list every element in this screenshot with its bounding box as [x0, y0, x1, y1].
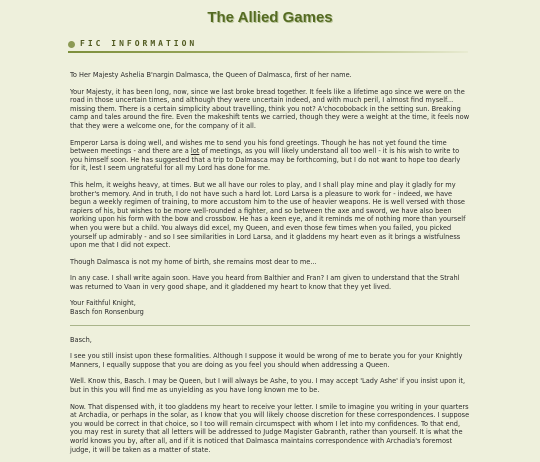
letter1-salutation: To Her Majesty Ashelia B'nargin Dalmasca, the Queen of Dalmasca, first of her name.: [70, 71, 352, 79]
letter1-paragraph-1: Your Majesty, it has been long, now, since we last broke bread together. It feels like a lifetime ago since we were on the road in those uncertain times, and although they were uncertain indeed, and with much peril, I almost find myself... missing them. There is a certain simplicity about travelling, think you not? A'chocoboback in the setting sun. Breaking camp and tales around the fire. Even the makeshift tents we carried, though they were a weight at the time, it feels now that they were a welcome one, for the company of it all.: [70, 87, 470, 130]
letter1-closing: Your Faithful Knight,: [70, 299, 136, 308]
letter-divider: [70, 325, 470, 326]
fic-content: [70, 71, 470, 462]
site-title: The Allied Games: [207, 9, 333, 26]
letter1-p2-underlined: lot: [190, 147, 200, 156]
letter1-paragraph-2: [70, 139, 470, 173]
letter2-paragraph-3: Now. That dispensed with, it too gladdens my heart to receive your letter. I smile to imagine you writing in your quarters at Archadia, or perhaps in the solar, as I know that you will likely choose discretion for these correspondences. I suppose you would be correct in that choice, so I too will remain circumspect with whom I let into my confidences. To that end, you may rest in surety that all letters will be addressed to Judge Magister Gabranth, rather than yourself. It is what the world knows you by, after all, and if it is noticed that Dalmasca maintains correspondence with Archadia's foremost judge, it will be taken as a matter of state.: [70, 402, 470, 454]
letter2-salutation: Basch,: [70, 335, 92, 344]
section-header: [68, 39, 468, 55]
letter1-p2-after: of meetings, as you will likely understand all too well - it is his wish to write to you himself soon. He has suggested that a trip to Dalmasca may be forthcoming, but I do not want to hope too dearly for it, lest I seem ungrateful for all my Lord has done for me.: [70, 147, 461, 173]
letter1-signature: Basch fon Ronsenburg: [70, 308, 144, 317]
letter2-paragraph-2: Well. Know this, Basch. I may be Queen, but I will always be Ashe, to you. I may accept 'Lady Ashe' if you insist upon it, but in this you will find me as unyielding as you have long known me to be.: [70, 377, 466, 395]
letter1-paragraph-3: This helm, it weighs heavy, at times. But we all have our roles to play, and I shall play mine and play it gladly for my brother's memory. And in truth, I do not have such a hard lot. Lord Larsa is a pleasure to work for - indeed, we have begun a weekly regimen of training, to more accustom him to the use of heavier weapons. He is well versed with those rapiers of his, but wishes to be more well-rounded a fighter, and so between the axe and sword, we have also been working upon his form with the bow and crossbow. He has a keen eye, and it reminds me of nothing more than yourself when you were but a child. You always did excel, my Queen, and even those few times when you failed, you picked yourself up admirably - and so I see similarities in Lord Larsa, and it gladdens my heart even as it brings a wistfulness upon me that I did not expect.: [70, 180, 466, 250]
bullet-icon: [68, 41, 75, 48]
letter1-paragraph-4: Though Dalmasca is not my home of birth, she remains most dear to me...: [70, 257, 317, 266]
section-divider: [68, 51, 468, 53]
section-label: FIC INFORMATION: [80, 39, 198, 48]
letter2-paragraph-1: I see you still insist upon these formalities. Although I suppose it would be wrong of me to berate you for your Knightly Manners, I equally suppose that you are doing as you feel you should when addressing a Queen.: [70, 352, 463, 369]
letter1-signoff: [70, 299, 470, 316]
letter1-p2-before: Emperor Larsa is doing well, and wishes me to send you his fond greetings. Though he has not yet found the time between meetings - and there are a: [70, 138, 447, 156]
letter1-paragraph-5: In any case. I shall write again soon. Have you heard from Balthier and Fran? I am given to understand that the Strahl was returned to Vaan in very good shape, and it gladdened my heart to know that they yet lived.: [70, 274, 460, 291]
